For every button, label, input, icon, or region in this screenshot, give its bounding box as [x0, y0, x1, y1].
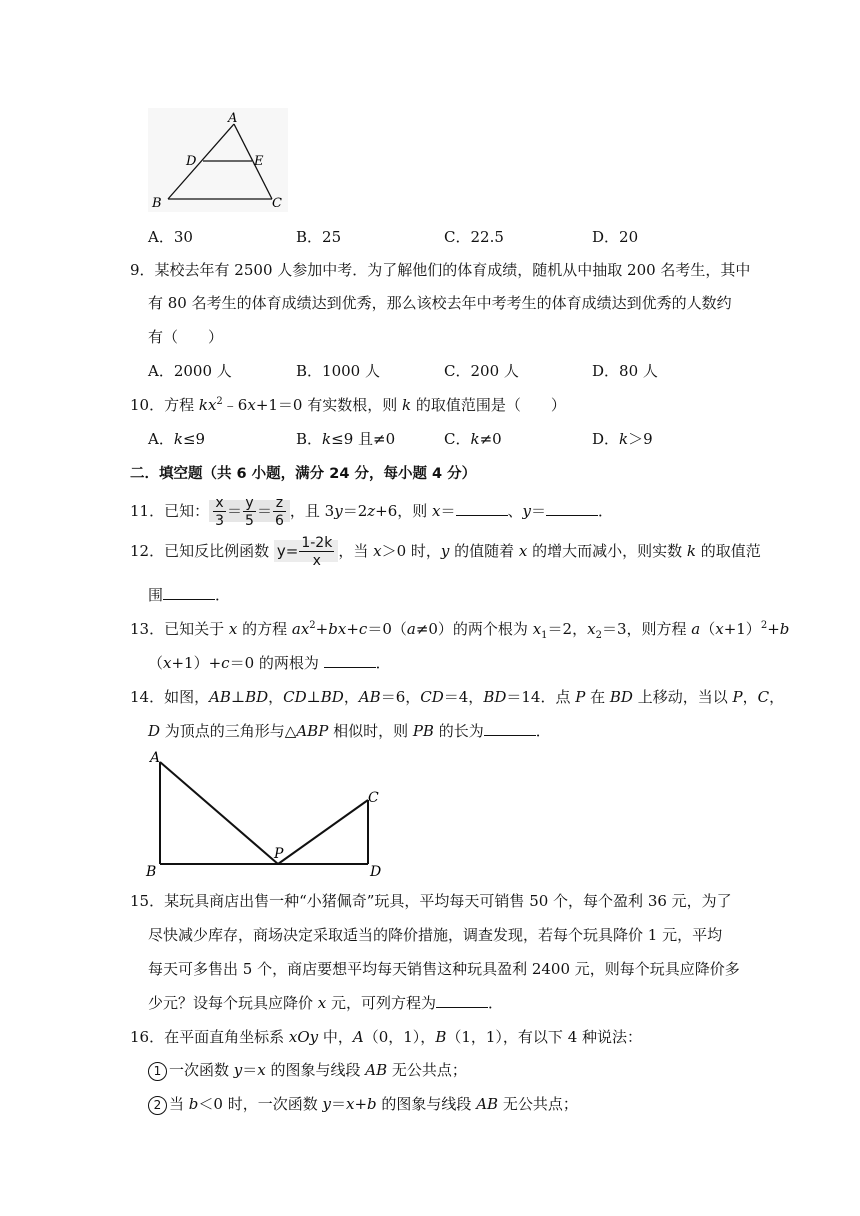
- q12-blank: [163, 585, 215, 600]
- circled-number-2: 2: [148, 1096, 167, 1115]
- q16-statement-1: 1 一次函数 y＝x 的图象与线段 AB 无公共点；: [148, 1059, 467, 1081]
- q9-option-a: A．2000 人: [148, 362, 232, 380]
- figure-triangle-ade: [148, 108, 288, 212]
- q10-option-d: D．k＞9: [592, 430, 653, 448]
- q16-line-1: 16．在平面直角坐标系 xOy 中，A（0，1），B（1，1），有以下 4 种说法：: [130, 1028, 643, 1046]
- label-c: C: [272, 196, 282, 211]
- label-a: A: [150, 750, 161, 766]
- q8-option-d: D．20: [592, 228, 639, 246]
- q8-option-a: A．30: [148, 228, 193, 246]
- q15-line-2: 尽快减少库存，商场决定采取适当的降价措施，调查发现，若每个玩具降价 1 元，平均: [148, 926, 723, 944]
- q13-blank: [324, 653, 376, 668]
- q13-line-1: 13．已知关于 x 的方程 $ax^2+bx+c=0(a\ne 0)$的两个根为 $x_1=2$，$x_2=3$，则方程 $a(x+1)^2+b$: [130, 620, 790, 641]
- q8-option-b: B．25: [296, 228, 342, 246]
- q9-line-1: 9．某校去年有 2500 人参加中考．为了解他们的体育成绩，随机从中抽取 200 名考生，其中: [130, 261, 751, 279]
- circled-number-1: 1: [148, 1062, 167, 1081]
- segment-ap: [160, 762, 278, 864]
- q15-blank: [436, 993, 488, 1008]
- label-e: E: [254, 154, 264, 169]
- q8-option-c: C．22.5: [444, 228, 504, 246]
- q10-option-c: C．k≠0: [444, 430, 502, 448]
- label-d: D: [186, 154, 197, 169]
- label-p: P: [274, 846, 284, 862]
- section-heading: 二．填空题（共 6 小题，满分 24 分，每小题 4 分）: [130, 466, 477, 482]
- q11-blank-y: [546, 501, 598, 516]
- q14-blank: [484, 721, 536, 736]
- q10-option-a: A．k≤9: [148, 430, 206, 448]
- label-c: C: [368, 790, 379, 806]
- q10-option-b: B．k≤9 且≠0: [296, 430, 396, 448]
- q15-line-4: 少元？设每个玩具应降价 x 元，可列方程为 ．: [148, 994, 504, 1012]
- q9-option-d: D．80 人: [592, 362, 658, 380]
- q11-stem: 11．已知： $\frac{x}{3}$ ＝ $\frac{y}{5}$ ＝ $\frac{z}{6}$ ，且 3y＝2z+6，则 x＝ 、y＝ ．: [130, 495, 614, 529]
- q14-line-1: 14．如图，AB⊥BD，CD⊥BD，AB＝6，CD＝4，BD＝14．点 P 在 BD 上移动，当以 P，C，: [130, 688, 785, 706]
- q11-blank-x: [456, 501, 508, 516]
- label-b: B: [146, 864, 157, 880]
- label-b: B: [152, 196, 162, 211]
- q15-line-1: 15．某玩具商店出售一种“小猪佩奇”玩具，平均每天可销售 50 个，每个盈利 36 元，为了: [130, 892, 732, 910]
- q9-line-2: 有 80 名考生的体育成绩达到优秀，那么该校去年中考考生的体育成绩达到优秀的人数约: [148, 294, 732, 312]
- q15-line-3: 每天可多售出 5 个，商店要想平均每天销售这种玩具盈利 2400 元，则每个玩具应降价多: [148, 960, 740, 978]
- q9-line-3: 有（ ）: [148, 328, 224, 346]
- figure-similar-triangles: [144, 748, 390, 880]
- q12-line-1: 12．已知反比例函数 y= $\frac{1-2k}{x}$ ，当 x＞0 时，y 的值随着 x 的增大而减小，则实数 k 的取值范: [130, 535, 761, 569]
- q9-option-c: C．200 人: [444, 362, 519, 380]
- q14-line-2: D 为顶点的三角形与△ABP 相似时，则 PB 的长为 ．: [148, 722, 551, 740]
- q9-option-b: B．1000 人: [296, 362, 380, 380]
- label-d: D: [370, 864, 382, 880]
- q13-line-2: （x+1）+c＝0 的两根为 ．: [148, 654, 391, 672]
- q12-line-2: 围 ．: [148, 586, 231, 604]
- segment-pc: [278, 800, 368, 864]
- q10-stem: 10．方程 $kx^2﹣6x+1=0$ 有实数根，则 k 的取值范围是（ ）: [130, 396, 566, 414]
- q16-statement-2: 2 当 b＜0 时，一次函数 y＝x+b 的图象与线段 AB 无公共点；: [148, 1093, 578, 1115]
- label-a: A: [228, 111, 238, 126]
